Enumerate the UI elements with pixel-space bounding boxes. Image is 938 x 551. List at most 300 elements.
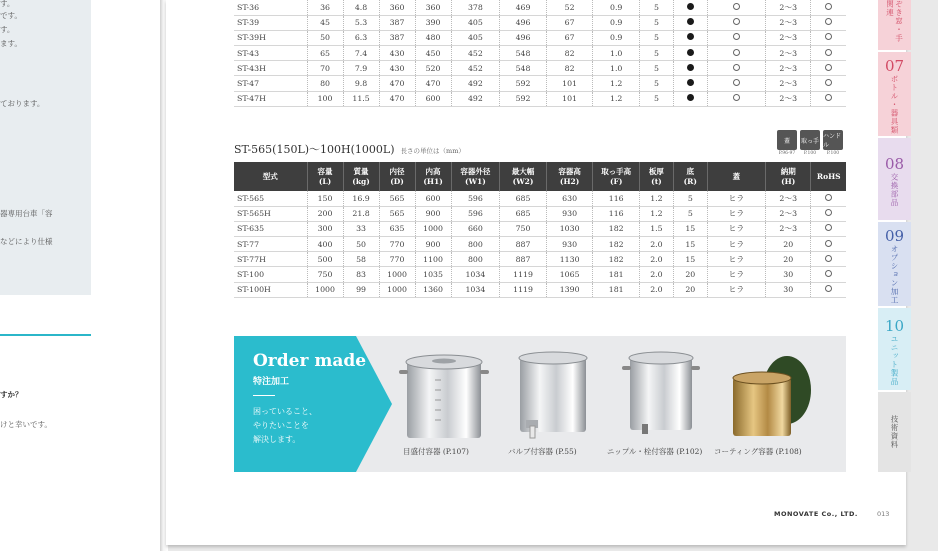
table-cell: 6.3 bbox=[343, 30, 379, 45]
table-row bbox=[234, 267, 846, 282]
table-cell: 470 bbox=[379, 91, 415, 106]
valve-container-icon bbox=[512, 350, 592, 442]
table-cell: 405 bbox=[451, 15, 500, 30]
table-cell: 1.0 bbox=[593, 46, 640, 61]
side-tab-label: オプション加工 bbox=[890, 245, 899, 305]
table-cell: 1035 bbox=[415, 267, 451, 282]
table-cell: 492 bbox=[451, 91, 500, 106]
table-cell: 116 bbox=[593, 206, 640, 221]
table-row bbox=[234, 221, 846, 236]
table-cell: 2～3 bbox=[765, 0, 811, 15]
table-cell: 15 bbox=[673, 252, 707, 267]
table-cell: 1360 bbox=[415, 282, 451, 297]
side-tab-technical[interactable] bbox=[878, 392, 911, 472]
table-cell: ST-39H bbox=[234, 30, 307, 45]
table-cell: 7.9 bbox=[343, 61, 379, 76]
spec-table-large bbox=[234, 162, 846, 298]
open-circle-icon bbox=[733, 79, 740, 86]
side-tab-label: ユニット製品 bbox=[890, 334, 899, 386]
left-text-line: 器専用台車「容 bbox=[0, 209, 53, 218]
table-cell: 5 bbox=[639, 61, 673, 76]
table-cell: 16.9 bbox=[343, 191, 379, 206]
table-cell: 1000 bbox=[307, 282, 343, 297]
table-cell bbox=[811, 30, 846, 45]
table-cell: 900 bbox=[415, 206, 451, 221]
table-cell: 2～3 bbox=[765, 206, 811, 221]
banner-text: 解決します。 bbox=[253, 435, 301, 444]
table-cell bbox=[707, 76, 765, 91]
table-cell bbox=[673, 0, 707, 15]
table-cell: 2.0 bbox=[639, 252, 673, 267]
table-cell: 800 bbox=[451, 237, 500, 252]
table-cell: ST-635 bbox=[234, 221, 307, 236]
table-cell: 70 bbox=[307, 61, 343, 76]
table-row bbox=[234, 91, 846, 106]
product-caption: バルブ付容器 (P.55) bbox=[508, 447, 577, 456]
table-cell bbox=[673, 91, 707, 106]
table-cell: 887 bbox=[500, 252, 547, 267]
banner-text: 困っていること、 bbox=[253, 407, 317, 416]
section-title bbox=[234, 141, 465, 157]
table-cell: 5 bbox=[639, 46, 673, 61]
table-cell: 99 bbox=[343, 282, 379, 297]
table-cell: 800 bbox=[451, 252, 500, 267]
left-text-line: す。 bbox=[0, 25, 15, 34]
side-tab-07[interactable] bbox=[878, 52, 911, 136]
side-tab-number: 10 bbox=[884, 316, 905, 335]
open-circle-icon bbox=[825, 209, 832, 216]
table-cell: 30 bbox=[765, 282, 811, 297]
table-cell: 5 bbox=[639, 91, 673, 106]
table-cell bbox=[673, 15, 707, 30]
table-cell: 1.2 bbox=[639, 206, 673, 221]
coated-container-icon bbox=[729, 350, 814, 442]
table-cell: ヒラ bbox=[707, 252, 765, 267]
table-cell: 5 bbox=[639, 15, 673, 30]
table-cell: 592 bbox=[500, 91, 547, 106]
table-cell: 405 bbox=[451, 30, 500, 45]
table-cell bbox=[811, 237, 846, 252]
table-cell: 1100 bbox=[415, 252, 451, 267]
table-cell: ST-47 bbox=[234, 76, 307, 91]
table-cell: ST-39 bbox=[234, 15, 307, 30]
table-cell: 496 bbox=[500, 30, 547, 45]
spec-table-small bbox=[234, 0, 846, 107]
column-header: 最大幅 (W2) bbox=[500, 162, 547, 191]
table-cell: 2～3 bbox=[765, 221, 811, 236]
table-cell: 101 bbox=[546, 76, 593, 91]
banner-text: やりたいことを bbox=[253, 421, 309, 430]
right-page bbox=[166, 0, 906, 545]
table-cell: 565 bbox=[379, 191, 415, 206]
left-question: すか？ bbox=[0, 390, 23, 399]
column-header: 容器高 (H2) bbox=[546, 162, 593, 191]
table-cell bbox=[707, 15, 765, 30]
table-cell: 400 bbox=[307, 237, 343, 252]
table-cell: 11.5 bbox=[343, 91, 379, 106]
filled-dot-icon bbox=[687, 79, 694, 86]
column-header: 内径 (D) bbox=[379, 162, 415, 191]
table-cell: 1034 bbox=[451, 267, 500, 282]
table-cell: 181 bbox=[593, 267, 640, 282]
table-cell: 600 bbox=[415, 191, 451, 206]
table-cell: 887 bbox=[500, 237, 547, 252]
left-text-line: ます。 bbox=[0, 39, 22, 48]
table-cell: 387 bbox=[379, 30, 415, 45]
side-tab-label: ボトル・器具類 bbox=[890, 75, 899, 135]
table-cell bbox=[811, 61, 846, 76]
footer-brand: MONOVATE Co., LTD. bbox=[774, 510, 858, 518]
table-cell: 300 bbox=[307, 221, 343, 236]
banner-rule bbox=[253, 395, 275, 396]
open-circle-icon bbox=[825, 33, 832, 40]
table-cell: 360 bbox=[379, 0, 415, 15]
product-graduated-container[interactable] bbox=[399, 350, 489, 456]
table-cell bbox=[811, 267, 846, 282]
table-cell: ST-43 bbox=[234, 46, 307, 61]
open-circle-icon bbox=[733, 3, 740, 10]
left-text-line: す。 bbox=[0, 0, 15, 8]
table-cell: 15 bbox=[673, 221, 707, 236]
open-circle-icon bbox=[733, 49, 740, 56]
open-circle-icon bbox=[825, 224, 832, 231]
table-cell: 1065 bbox=[546, 267, 593, 282]
open-circle-icon bbox=[825, 79, 832, 86]
table-cell: 82 bbox=[546, 61, 593, 76]
order-made-banner[interactable] bbox=[234, 336, 846, 472]
table-cell: 565 bbox=[379, 206, 415, 221]
table-row bbox=[234, 282, 846, 297]
table-cell: 5.3 bbox=[343, 15, 379, 30]
column-header: 蓋 bbox=[707, 162, 765, 191]
table-cell: 0.9 bbox=[593, 15, 640, 30]
open-circle-icon bbox=[825, 255, 832, 262]
table-cell: 450 bbox=[415, 46, 451, 61]
product-coated-container[interactable] bbox=[714, 350, 814, 456]
column-header: 内高 (H1) bbox=[415, 162, 451, 191]
table-cell: 2～3 bbox=[765, 76, 811, 91]
table-cell: 67 bbox=[546, 30, 593, 45]
column-header: 納期 (H) bbox=[765, 162, 811, 191]
filled-dot-icon bbox=[687, 49, 694, 56]
table-cell: 1.2 bbox=[639, 191, 673, 206]
table-cell bbox=[811, 15, 846, 30]
table-cell: 750 bbox=[307, 267, 343, 282]
table-cell: 496 bbox=[500, 15, 547, 30]
table-cell bbox=[707, 30, 765, 45]
table-cell bbox=[673, 76, 707, 91]
table-cell bbox=[811, 46, 846, 61]
table-cell: ヒラ bbox=[707, 267, 765, 282]
table-cell: 50 bbox=[343, 237, 379, 252]
grip-symbol-icon: ハンドル P.100 bbox=[823, 130, 843, 157]
table-row bbox=[234, 191, 846, 206]
left-text-line: などにより仕様 bbox=[0, 237, 53, 246]
table-cell: 181 bbox=[593, 282, 640, 297]
product-valve-container[interactable] bbox=[508, 350, 592, 456]
table-cell: 50 bbox=[307, 30, 343, 45]
left-page bbox=[0, 0, 160, 551]
lid-symbol-icon: 蓋 P.96-97 bbox=[777, 130, 797, 157]
open-circle-icon bbox=[825, 194, 832, 201]
table-cell: 452 bbox=[451, 46, 500, 61]
table-cell: 2～3 bbox=[765, 91, 811, 106]
left-text-line: です。 bbox=[0, 11, 22, 20]
table-cell: 0.9 bbox=[593, 30, 640, 45]
table-cell: 20 bbox=[673, 267, 707, 282]
table-cell: 20 bbox=[765, 252, 811, 267]
table-cell: 1030 bbox=[546, 221, 593, 236]
table-cell: 33 bbox=[343, 221, 379, 236]
column-header: 容器外径 (W1) bbox=[451, 162, 500, 191]
table-cell: 20 bbox=[765, 237, 811, 252]
table-cell: ST-47H bbox=[234, 91, 307, 106]
open-circle-icon bbox=[733, 94, 740, 101]
side-tab-08[interactable] bbox=[878, 138, 911, 220]
table-cell: 5 bbox=[639, 76, 673, 91]
table-cell bbox=[707, 46, 765, 61]
table-cell: 469 bbox=[500, 0, 547, 15]
table-cell bbox=[673, 46, 707, 61]
table-cell: 45 bbox=[307, 15, 343, 30]
table-cell: 58 bbox=[343, 252, 379, 267]
table-cell: 0.9 bbox=[593, 0, 640, 15]
table-cell: 1130 bbox=[546, 252, 593, 267]
column-header: 質量 (kg) bbox=[343, 162, 379, 191]
table-cell: 67 bbox=[546, 15, 593, 30]
open-circle-icon bbox=[733, 64, 740, 71]
table-cell bbox=[673, 30, 707, 45]
table-cell: 1.5 bbox=[639, 221, 673, 236]
open-circle-icon bbox=[733, 18, 740, 25]
table-cell bbox=[707, 0, 765, 15]
filled-dot-icon bbox=[687, 64, 694, 71]
table-cell: 2～3 bbox=[765, 46, 811, 61]
table-cell: 430 bbox=[379, 61, 415, 76]
side-tab-10[interactable] bbox=[878, 308, 911, 390]
table-cell: 2.0 bbox=[639, 282, 673, 297]
table-row bbox=[234, 237, 846, 252]
table-cell: 1000 bbox=[415, 221, 451, 236]
table-cell: 480 bbox=[415, 30, 451, 45]
table-cell: 182 bbox=[593, 237, 640, 252]
table-cell: 65 bbox=[307, 46, 343, 61]
side-tab-number: 09 bbox=[884, 227, 905, 246]
open-circle-icon bbox=[825, 18, 832, 25]
table-cell bbox=[811, 0, 846, 15]
table-cell: 750 bbox=[500, 221, 547, 236]
table-cell: 100 bbox=[307, 91, 343, 106]
table-row bbox=[234, 61, 846, 76]
table-cell bbox=[811, 191, 846, 206]
table-cell bbox=[707, 91, 765, 106]
unit-note: 長さの単位は（mm） bbox=[400, 147, 465, 155]
table-cell bbox=[811, 282, 846, 297]
table-cell: 30 bbox=[765, 267, 811, 282]
table-cell: 2～3 bbox=[765, 15, 811, 30]
table-cell bbox=[811, 206, 846, 221]
table-cell: ST-565 bbox=[234, 191, 307, 206]
table-cell: 1000 bbox=[379, 267, 415, 282]
open-circle-icon bbox=[825, 64, 832, 71]
table-cell: 36 bbox=[307, 0, 343, 15]
table-cell: 470 bbox=[379, 76, 415, 91]
table-cell: 21.8 bbox=[343, 206, 379, 221]
open-circle-icon bbox=[825, 285, 832, 292]
table-cell bbox=[707, 61, 765, 76]
table-cell: 770 bbox=[379, 237, 415, 252]
table-cell: 596 bbox=[451, 206, 500, 221]
banner-title: Order made bbox=[253, 351, 367, 371]
filled-dot-icon bbox=[687, 94, 694, 101]
table-cell: 20 bbox=[673, 282, 707, 297]
table-cell: 930 bbox=[546, 206, 593, 221]
table-row bbox=[234, 0, 846, 15]
table-cell: 15 bbox=[673, 237, 707, 252]
table-cell: ヒラ bbox=[707, 237, 765, 252]
open-circle-icon bbox=[825, 49, 832, 56]
product-caption: コーティング容器 (P.108) bbox=[714, 447, 802, 456]
column-header: 取っ手高 (F) bbox=[593, 162, 640, 191]
table-cell bbox=[811, 91, 846, 106]
column-header: RoHS bbox=[811, 162, 846, 191]
table-cell: 2.0 bbox=[639, 237, 673, 252]
page-number: 013 bbox=[877, 510, 890, 518]
table-cell: 500 bbox=[307, 252, 343, 267]
side-tab-number: 07 bbox=[884, 57, 905, 76]
table-cell: ST-565H bbox=[234, 206, 307, 221]
table-cell bbox=[811, 221, 846, 236]
left-divider bbox=[0, 334, 91, 336]
table-cell: 387 bbox=[379, 15, 415, 30]
table-cell: 52 bbox=[546, 0, 593, 15]
handle-symbol-icon: 取っ手 P.100 bbox=[800, 130, 820, 157]
table-cell: 5 bbox=[673, 206, 707, 221]
table-cell: 360 bbox=[415, 0, 451, 15]
table-cell: ST-77H bbox=[234, 252, 307, 267]
table-row bbox=[234, 30, 846, 45]
table-cell: 2～3 bbox=[765, 191, 811, 206]
table-cell: 101 bbox=[546, 91, 593, 106]
table-row bbox=[234, 206, 846, 221]
product-caption: ニップル・栓付容器 (P.102) bbox=[607, 447, 703, 456]
left-text-line: けと幸いです。 bbox=[0, 420, 52, 429]
table-cell: ヒラ bbox=[707, 221, 765, 236]
column-header: 容量 (L) bbox=[307, 162, 343, 191]
side-tab-06[interactable] bbox=[878, 0, 911, 50]
table-cell bbox=[673, 61, 707, 76]
table-cell: 660 bbox=[451, 221, 500, 236]
left-text-line: ております。 bbox=[0, 99, 45, 108]
column-header: 板厚 (t) bbox=[639, 162, 673, 191]
product-nipple-container[interactable] bbox=[607, 350, 703, 456]
table-cell: 592 bbox=[500, 76, 547, 91]
table-cell: 116 bbox=[593, 191, 640, 206]
table-cell: ヒラ bbox=[707, 191, 765, 206]
table-cell: 596 bbox=[451, 191, 500, 206]
filled-dot-icon bbox=[687, 18, 694, 25]
table-cell: 80 bbox=[307, 76, 343, 91]
table-cell: 685 bbox=[500, 206, 547, 221]
filled-dot-icon bbox=[687, 33, 694, 40]
table-row bbox=[234, 46, 846, 61]
table-cell: 548 bbox=[500, 61, 547, 76]
table-cell: 9.8 bbox=[343, 76, 379, 91]
table-cell: 4.8 bbox=[343, 0, 379, 15]
table-cell: 548 bbox=[500, 46, 547, 61]
nipple-container-icon bbox=[622, 350, 702, 442]
graduated-container-icon bbox=[399, 350, 489, 442]
table-cell: 200 bbox=[307, 206, 343, 221]
side-tab-09[interactable] bbox=[878, 222, 911, 306]
table-cell: 390 bbox=[415, 15, 451, 30]
section-title-text: ST-565(150L)～100H(1000L) bbox=[234, 143, 395, 156]
open-circle-icon bbox=[825, 94, 832, 101]
table-cell: 492 bbox=[451, 76, 500, 91]
banner-subtitle: 特注加工 bbox=[253, 377, 290, 387]
table-cell: 83 bbox=[343, 267, 379, 282]
filled-dot-icon bbox=[687, 3, 694, 10]
table-cell: ヒラ bbox=[707, 206, 765, 221]
table-cell: 600 bbox=[415, 91, 451, 106]
table-cell: 520 bbox=[415, 61, 451, 76]
table-cell: 685 bbox=[500, 191, 547, 206]
table-cell: 182 bbox=[593, 252, 640, 267]
side-tab-label: ぞき窓・手関連 bbox=[885, 0, 904, 43]
table-cell: ST-100 bbox=[234, 267, 307, 282]
table-cell: 635 bbox=[379, 221, 415, 236]
open-circle-icon bbox=[825, 240, 832, 247]
product-caption: 目盛付容器 (P.107) bbox=[403, 447, 469, 456]
column-header: 型式 bbox=[234, 162, 307, 191]
table-row bbox=[234, 15, 846, 30]
table-cell: 2.0 bbox=[639, 267, 673, 282]
table-cell: ST-100H bbox=[234, 282, 307, 297]
table-cell: ST-77 bbox=[234, 237, 307, 252]
table-cell: 82 bbox=[546, 46, 593, 61]
open-circle-icon bbox=[825, 270, 832, 277]
side-tab-number: 08 bbox=[884, 155, 905, 173]
table-cell: 1.2 bbox=[593, 76, 640, 91]
table-cell: 5 bbox=[639, 0, 673, 15]
table-cell: 1119 bbox=[500, 267, 547, 282]
table-cell: 2～3 bbox=[765, 61, 811, 76]
table-cell: 430 bbox=[379, 46, 415, 61]
table-cell: 1.0 bbox=[593, 61, 640, 76]
table-cell: 1119 bbox=[500, 282, 547, 297]
table-cell bbox=[811, 76, 846, 91]
table-cell: 1.2 bbox=[593, 91, 640, 106]
table-cell: 770 bbox=[379, 252, 415, 267]
table-cell: 900 bbox=[415, 237, 451, 252]
side-tab-label: 交換部品 bbox=[890, 173, 899, 207]
table-cell: 2～3 bbox=[765, 30, 811, 45]
table-cell: 470 bbox=[415, 76, 451, 91]
table-cell: 930 bbox=[546, 237, 593, 252]
open-circle-icon bbox=[733, 33, 740, 40]
table-cell: 1034 bbox=[451, 282, 500, 297]
table-cell bbox=[811, 252, 846, 267]
table-cell: 150 bbox=[307, 191, 343, 206]
table-cell: 5 bbox=[673, 191, 707, 206]
table-cell: ヒラ bbox=[707, 282, 765, 297]
table-cell: ST-43H bbox=[234, 61, 307, 76]
table-cell: 630 bbox=[546, 191, 593, 206]
table-cell: 452 bbox=[451, 61, 500, 76]
table-cell: 1000 bbox=[379, 282, 415, 297]
table-cell: 378 bbox=[451, 0, 500, 15]
column-header: 底 (R) bbox=[673, 162, 707, 191]
